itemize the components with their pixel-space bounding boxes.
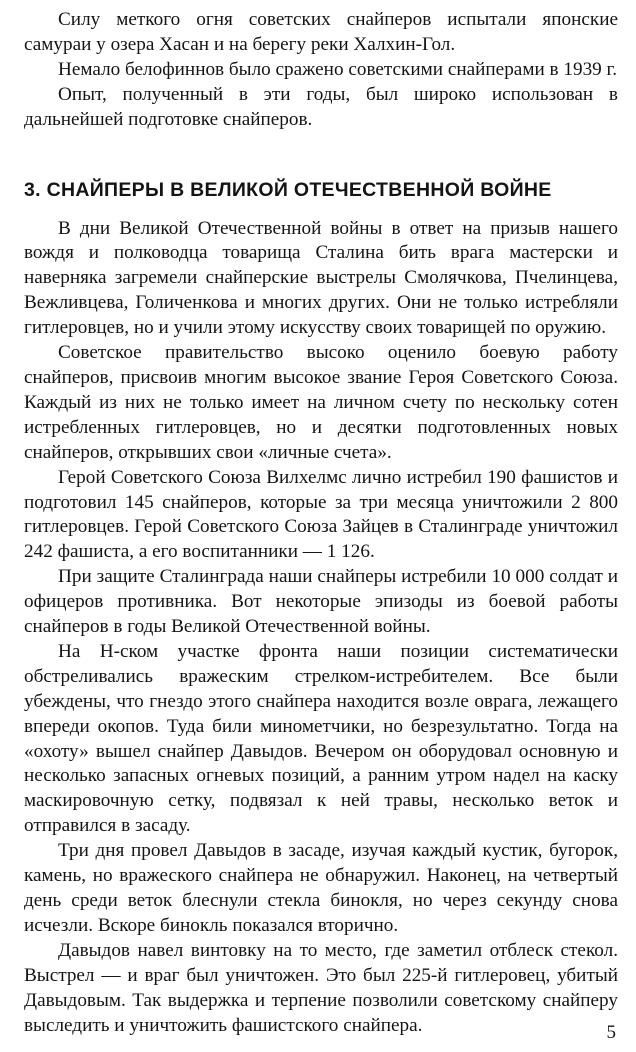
section-paragraph-7: Давыдов навел винтовку на то место, где заметил отблеск стекол. Выстрел — и враг был уничтожен. Это был 225-й гитлеровец, убитый Давыдовым. Так выдержка и терпение позволили советскому снайперу выследить и уничтожить фашистского снайпера. xyxy=(24,939,618,1036)
section-paragraph-3: Герой Советского Союза Вилхелмс лично истребил 190 фашистов и подготовил 145 снайперов, которые за три месяца уничтожили 2 800 гитлеровцев. Герой Советского Союза Зайцев в Сталинграде уничтожил 242 фашиста, а его воспитанники — 1 126. xyxy=(24,466,618,563)
intro-paragraph-2: Немало белофиннов было сражено советскими снайперами в 1939 г. xyxy=(58,58,618,80)
intro-paragraph-1: Силу меткого огня советских снайперов испытали японские самураи у озера Хасан и на берегу реки Халхин-Гол. xyxy=(24,9,618,55)
section-heading: 3. СНАЙПЕРЫ В ВЕЛИКОЙ ОТЕЧЕСТВЕННОЙ ВОЙНЕ xyxy=(24,178,552,201)
page-number: 5 xyxy=(606,1022,616,1043)
section-paragraph-2: Советское правительство высоко оценило боевую работу снайперов, присвоив многим высокое звание Героя Советского Союза. Каждый из них не только имеет на личном счету по нескольку сотен истребленных гитлеровцев, но и десятки подготовленных новых снайперов, открывших свои «личные счета». xyxy=(24,342,618,463)
section-paragraph-1: В дни Великой Отечественной войны в ответ на призыв нашего вождя и полководца товарища Сталина бить врага мастерски и наверняка загремели снайперские выстрелы Смолячкова, Пчелинцева, Вежливцева, Голиченкова и многих других. Они не только истребляли гитлеровцев, но и учили этому искусству своих товарищей по оружию. xyxy=(24,217,618,339)
section-paragraph-4: При защите Сталинграда наши снайперы истребили 10 000 солдат и офицеров противника. Вот некоторые эпизоды из боевой работы снайперов в годы Великой Отечественной войны. xyxy=(24,566,618,638)
intro-paragraph-3: Опыт, полученный в эти годы, был широко использован в дальнейшей подготовке снайперов. xyxy=(24,83,618,130)
section-paragraph-6: Три дня провел Давыдов в засаде, изучая каждый кустик, бугорок, камень, но вражеского снайпера не обнаружил. Наконец, на четвертый день среди веток блеснули стекла бинокля, но через секунду снова исчезли. Вскоре бинокль показался вторично. xyxy=(24,840,618,936)
section-paragraph-5: На Н-ском участке фронта наши позиции систематически обстреливались вражеским стрелком-истребителем. Все были убеждены, что гнездо этого снайпера находится возле оврага, лежащего впереди окопов. Туда били минометчики, но безрезультатно. Тогда на «охоту» вышел снайпер Давыдов. Вечером он оборудовал основную и несколько запасных огневых позиций, а ранним утром надел на каску маскировочную сетку, подвязал к ней травы, несколько веток и отправился в засаду. xyxy=(24,640,618,837)
